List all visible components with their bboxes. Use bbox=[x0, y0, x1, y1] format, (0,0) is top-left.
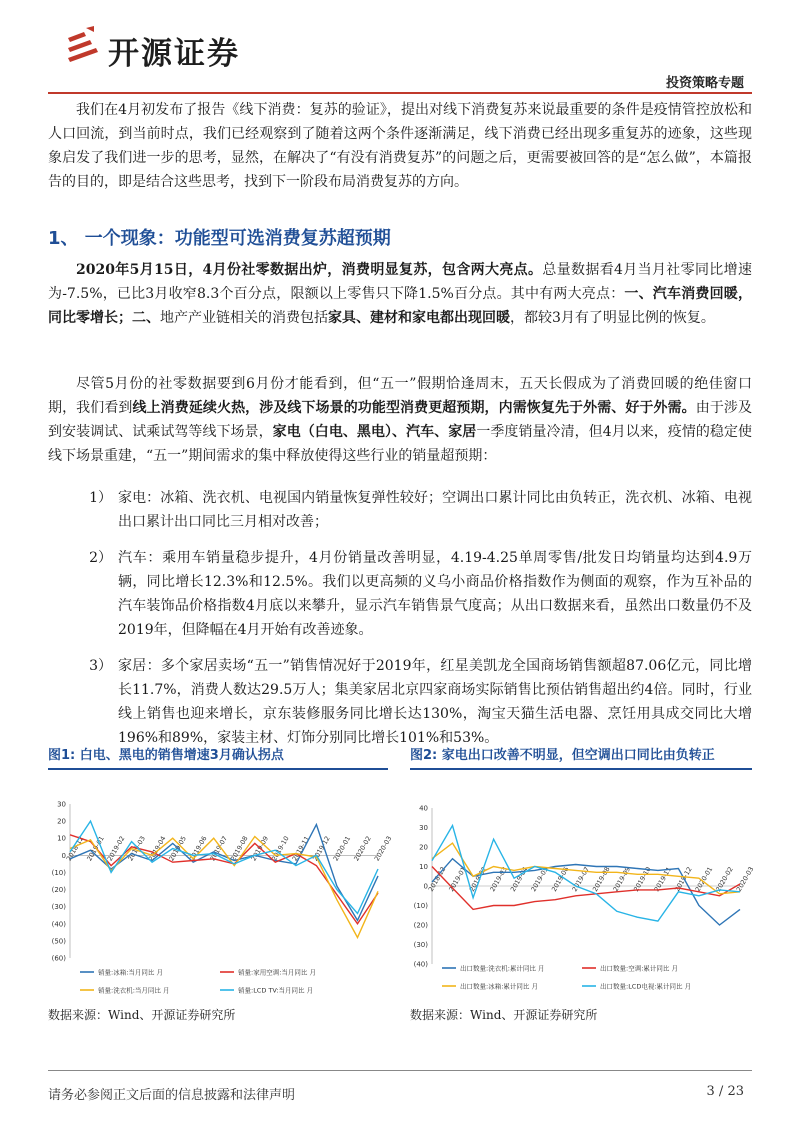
x-tick-label: 2019-01 bbox=[447, 865, 468, 893]
y-tick-label: (10) bbox=[51, 868, 66, 877]
legend-label: 出口数量:洗衣机:累计同比 月 bbox=[460, 964, 545, 973]
x-tick-label: 2019-12 bbox=[673, 865, 694, 893]
footer-disclaimer: 请务必参阅正文后面的信息披露和法律声明 bbox=[48, 1088, 296, 1103]
x-tick-label: 2019-11 bbox=[652, 865, 674, 893]
chart-home-appliance-sales bbox=[48, 774, 394, 1002]
y-tick-label: (20) bbox=[51, 886, 66, 895]
brand-logo bbox=[64, 24, 304, 72]
x-tick-label: 2020-01 bbox=[331, 834, 353, 863]
list-item-text: 家居：多个家居卖场“五一”销售情况好于2019年，红星美凯龙全国商场销售额超87.06亿元，同比增长11.7%，消费人数达29.5万人；集美家居北京四家商场实际销售比预估销售超出约4倍。同时，行业线上销售也迎来增长，京东装修服务同比增长达130%，淘宝天猫生活电器、烹饪用具成交同比大增196%和89%，家装主材、灯饰分别同比增长101%和53%。 bbox=[118, 658, 752, 746]
x-tick-label: 2019-08 bbox=[591, 865, 612, 893]
legend-label: 销量:冰箱:当月同比 月 bbox=[98, 968, 163, 977]
figure-1-source: 数据来源：Wind、开源证券研究所 bbox=[48, 1008, 236, 1022]
legend-label: 出口数量:空调:累计同比 月 bbox=[600, 964, 678, 973]
figure-2-caption bbox=[410, 744, 752, 770]
figure-2-label: 图2: bbox=[410, 748, 438, 763]
x-tick-label: 2019-03 bbox=[488, 865, 509, 893]
y-tick-label: (40) bbox=[51, 920, 66, 929]
y-tick-label: 0 bbox=[61, 851, 66, 860]
section-paragraph-1 bbox=[48, 258, 752, 330]
figure-1-caption bbox=[48, 744, 388, 770]
x-tick-label: 2019-04 bbox=[508, 865, 530, 893]
para2-bold-1: 线上消费延续火热，涉及线下场景的功能型消费更超预期，内需恢复先于外需、好于外需。 bbox=[132, 400, 696, 416]
footer-divider bbox=[48, 1070, 752, 1071]
list-item bbox=[48, 546, 752, 642]
x-tick-label: 2019-10 bbox=[632, 865, 653, 893]
x-tick-label: 2019-10 bbox=[270, 834, 291, 863]
para2-bold-2: 家电（白电、黑电）、汽车、家居 bbox=[272, 424, 477, 440]
x-tick-label: 2019-06 bbox=[188, 834, 209, 863]
list-item-text: 汽车：乘用车销量稳步提升，4月份销量改善明显，4.19-4.25单周零售/批发日均销量均达到4.9万辆，同比增长12.3%和12.5%。我们以更高频的义乌小商品价格指数作为侧面的观察，作为互补品的汽车装饰品价格指数4月底以来攀升，显示汽车销售景气度高；从出口数据来看，虽然出口数量仍不及2019年，但降幅在4月开始有改善迹象。 bbox=[118, 550, 752, 638]
para2-text-3: 一季度销量冷清，但4月以来，疫情的稳定使线下场景重建，“五一”期间需求的集中释放使得这些行业的销量超预期： bbox=[48, 424, 753, 464]
list-item-text: 家电：冰箱、洗衣机、电视国内销量恢复弹性较好；空调出口累计同比由负转正，洗衣机、冰箱、电视出口累计出口同比三月相对改善； bbox=[118, 490, 752, 530]
y-tick-label: 20 bbox=[57, 817, 66, 826]
y-tick-label: 40 bbox=[419, 804, 428, 813]
x-tick-label: 2020-02 bbox=[714, 865, 735, 893]
series-line-3 bbox=[70, 821, 378, 913]
x-tick-label: 2019-01 bbox=[85, 834, 106, 863]
industry-list bbox=[48, 486, 752, 762]
x-tick-label: 2019-04 bbox=[146, 834, 168, 863]
y-tick-label: (50) bbox=[51, 937, 66, 946]
x-tick-label: 2019-11 bbox=[290, 834, 312, 863]
para1-text-1: 总量数据看4月当月社零同比增速为-7.5%，已比3月收窄8.3个百分点，限额以上零售只下降1.5%百分点。其中有两大亮点： bbox=[48, 262, 752, 302]
list-item-number: 1） bbox=[89, 490, 112, 506]
legend-label: 出口数量:LCD电视:累计同比 月 bbox=[600, 982, 692, 991]
para2-text-1: 尽管5月份的社零数据要到6月份才能看到，但“五一”假期恰逢周末，五天长假成为了消费回暖的绝佳窗口期，我们看到 bbox=[48, 376, 752, 416]
x-tick-label: 2019-03 bbox=[126, 834, 147, 863]
para1-text-2: 地产产业链相关的消费包括 bbox=[160, 310, 328, 326]
y-tick-label: 30 bbox=[419, 824, 428, 832]
legend-label: 销量:LCD TV:当月同比 月 bbox=[238, 986, 314, 995]
y-tick-label: (30) bbox=[413, 941, 428, 949]
header-divider bbox=[48, 92, 752, 94]
x-tick-label: 2019-09 bbox=[249, 834, 271, 863]
x-tick-label: 2018-12 bbox=[426, 865, 448, 893]
brand-mark-icon bbox=[64, 24, 104, 68]
figure-2-source: 数据来源：Wind、开源证券研究所 bbox=[410, 1008, 598, 1022]
y-tick-label: (60) bbox=[51, 954, 66, 963]
para2-text-2: 由于涉及到安装调试、试乘试驾等线下场景， bbox=[48, 400, 753, 440]
brand-name: 开源证券 bbox=[108, 36, 240, 72]
figure-2-title: 家电出口改善不明显，但空调出口同比由负转正 bbox=[441, 748, 715, 763]
x-tick-label: 2020-03 bbox=[372, 834, 394, 863]
legend-label: 出口数量:冰箱:累计同比 月 bbox=[460, 982, 538, 991]
para1-bold-3: 家具、建材和家电都出现回暖 bbox=[328, 310, 510, 326]
para1-bold-2: 一、汽车消费回暖，同比零增长；二、 bbox=[48, 286, 752, 326]
x-tick-label: 2019-02 bbox=[105, 834, 127, 863]
section-paragraph-2 bbox=[48, 372, 752, 468]
x-tick-label: 2018-12 bbox=[64, 834, 86, 863]
x-tick-label: 2020-02 bbox=[352, 834, 373, 863]
x-tick-label: 2019-05 bbox=[167, 834, 188, 863]
x-tick-label: 2019-12 bbox=[311, 834, 332, 863]
list-item bbox=[48, 486, 752, 534]
x-tick-label: 2019-05 bbox=[529, 865, 550, 893]
y-tick-label: 20 bbox=[419, 843, 428, 852]
section-heading: 1、 一个现象：功能型可选消费复苏超预期 bbox=[48, 228, 391, 249]
y-tick-label: (10) bbox=[413, 902, 428, 910]
x-tick-label: 2019-09 bbox=[611, 865, 633, 893]
legend-label: 销量:家用空调:当月同比 月 bbox=[238, 968, 316, 977]
x-tick-label: 2020-01 bbox=[693, 865, 715, 893]
x-tick-label: 2020-03 bbox=[734, 865, 756, 893]
para1-text-3: ，都较3月有了明显比例的恢复。 bbox=[510, 310, 715, 326]
figure-1-label: 图1: bbox=[48, 748, 76, 763]
intro-paragraph: 我们在4月初发布了报告《线下消费：复苏的验证》，提出对线下消费复苏来说最重要的条件是疫情管控放松和人口回流，到当前时点，我们已经观察到了随着这两个条件逐渐满足，线下消费已经出现多重复苏的迹象，这些现象启发了我们进一步的思考，显然，在解决了“有没有消费复苏”的问题之后，更需要被回答的是“怎么做”，本篇报告的目的，即是结合这些思考，找到下一阶段布局消费复苏的方向。 bbox=[48, 102, 752, 190]
y-tick-label: 10 bbox=[419, 863, 428, 871]
y-tick-label: 10 bbox=[57, 834, 66, 843]
x-tick-label: 2019-06 bbox=[550, 865, 571, 893]
list-item bbox=[48, 654, 752, 750]
chart-home-appliance-exports bbox=[410, 774, 756, 1002]
list-item-number: 3） bbox=[89, 658, 112, 674]
x-tick-label: 2019-07 bbox=[570, 865, 592, 893]
x-tick-label: 2019-07 bbox=[208, 834, 230, 863]
figure-1-title: 白电、黑电的销售增速3月确认拐点 bbox=[79, 748, 284, 763]
y-tick-label: (30) bbox=[51, 903, 66, 912]
y-tick-label: 0 bbox=[423, 882, 428, 891]
page-number: 3 / 23 bbox=[706, 1084, 744, 1099]
y-tick-label: (40) bbox=[413, 960, 428, 969]
x-tick-label: 2019-02 bbox=[467, 865, 489, 893]
y-tick-label: (20) bbox=[413, 921, 428, 930]
y-tick-label: 30 bbox=[57, 800, 66, 809]
intro-block bbox=[48, 98, 752, 194]
x-tick-label: 2019-08 bbox=[229, 834, 250, 863]
list-item-number: 2） bbox=[89, 550, 112, 566]
document-type: 投资策略专题 bbox=[665, 76, 744, 91]
para1-lead: 2020年5月15日，4月份社零数据出炉，消费明显复苏，包含两大亮点。 bbox=[76, 262, 543, 278]
legend-label: 销量:洗衣机:当月同比 月 bbox=[98, 986, 170, 995]
